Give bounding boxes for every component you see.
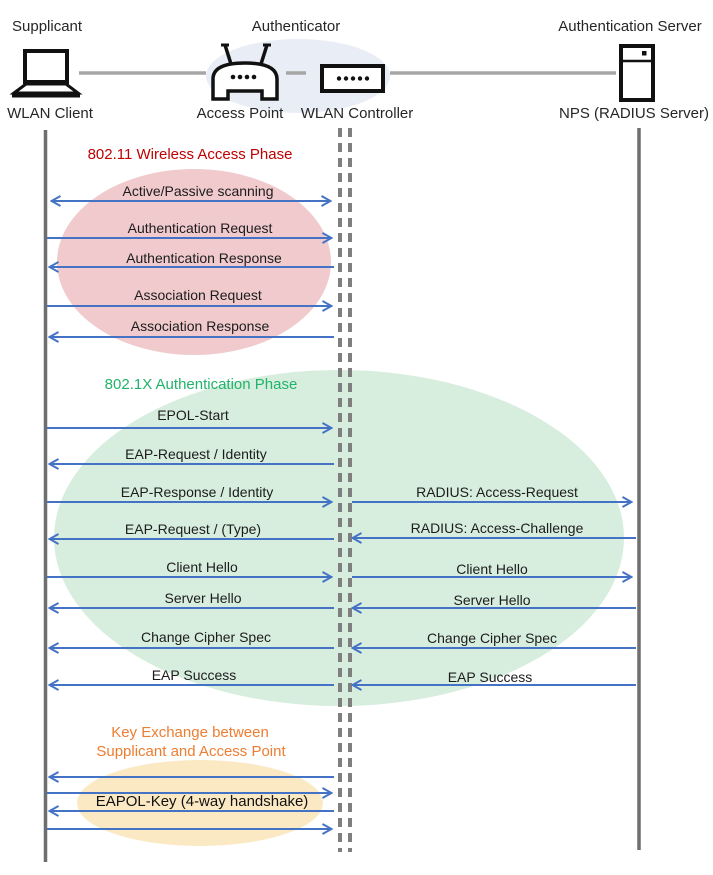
message-label: Server Hello <box>453 592 531 608</box>
message-label: EPOL-Start <box>157 407 229 423</box>
message-label: Association Request <box>134 287 262 303</box>
phase-title-80211: 802.11 Wireless Access Phase <box>87 146 293 163</box>
laptop-icon <box>12 51 80 96</box>
message-label: RADIUS: Access-Challenge <box>410 520 584 536</box>
message-label: Active/Passive scanning <box>122 183 274 199</box>
message-label: Association Response <box>130 318 270 334</box>
role-supplicant: Supplicant <box>12 18 83 35</box>
phase-title-key-exchange-line2: Supplicant and Access Point <box>96 743 286 760</box>
message-label: EAP Success <box>151 667 237 683</box>
message-label: EAP-Request / (Type) <box>124 521 262 537</box>
message-label: EAP Success <box>447 669 533 685</box>
message-label: RADIUS: Access-Request <box>416 484 578 500</box>
phase-title-8021x: 802.1X Authentication Phase <box>104 376 298 393</box>
message-label: EAP-Request / Identity <box>125 446 267 462</box>
message-label: EAP-Response / Identity <box>120 484 274 500</box>
message-label: Client Hello <box>456 561 528 577</box>
role-auth-server: Authentication Server <box>558 18 702 35</box>
message-label: Change Cipher Spec <box>427 630 557 646</box>
message-label: Authentication Request <box>127 220 273 236</box>
device-wlan-controller: WLAN Controller <box>300 105 414 122</box>
wlan-controller-icon <box>322 66 383 91</box>
message-label: Change Cipher Spec <box>141 629 271 645</box>
role-authenticator: Authenticator <box>251 18 341 35</box>
message-label: Client Hello <box>166 559 238 575</box>
message-label: Authentication Response <box>126 250 282 266</box>
phase-title-key-exchange-line1: Key Exchange between <box>111 724 269 741</box>
device-nps: NPS (RADIUS Server) <box>558 105 710 122</box>
server-icon <box>621 46 653 100</box>
message-label: Server Hello <box>164 590 242 606</box>
device-access-point: Access Point <box>196 105 284 122</box>
device-wlan-client: WLAN Client <box>7 105 93 122</box>
message-label: EAPOL-Key (4-way handshake) <box>95 793 309 810</box>
